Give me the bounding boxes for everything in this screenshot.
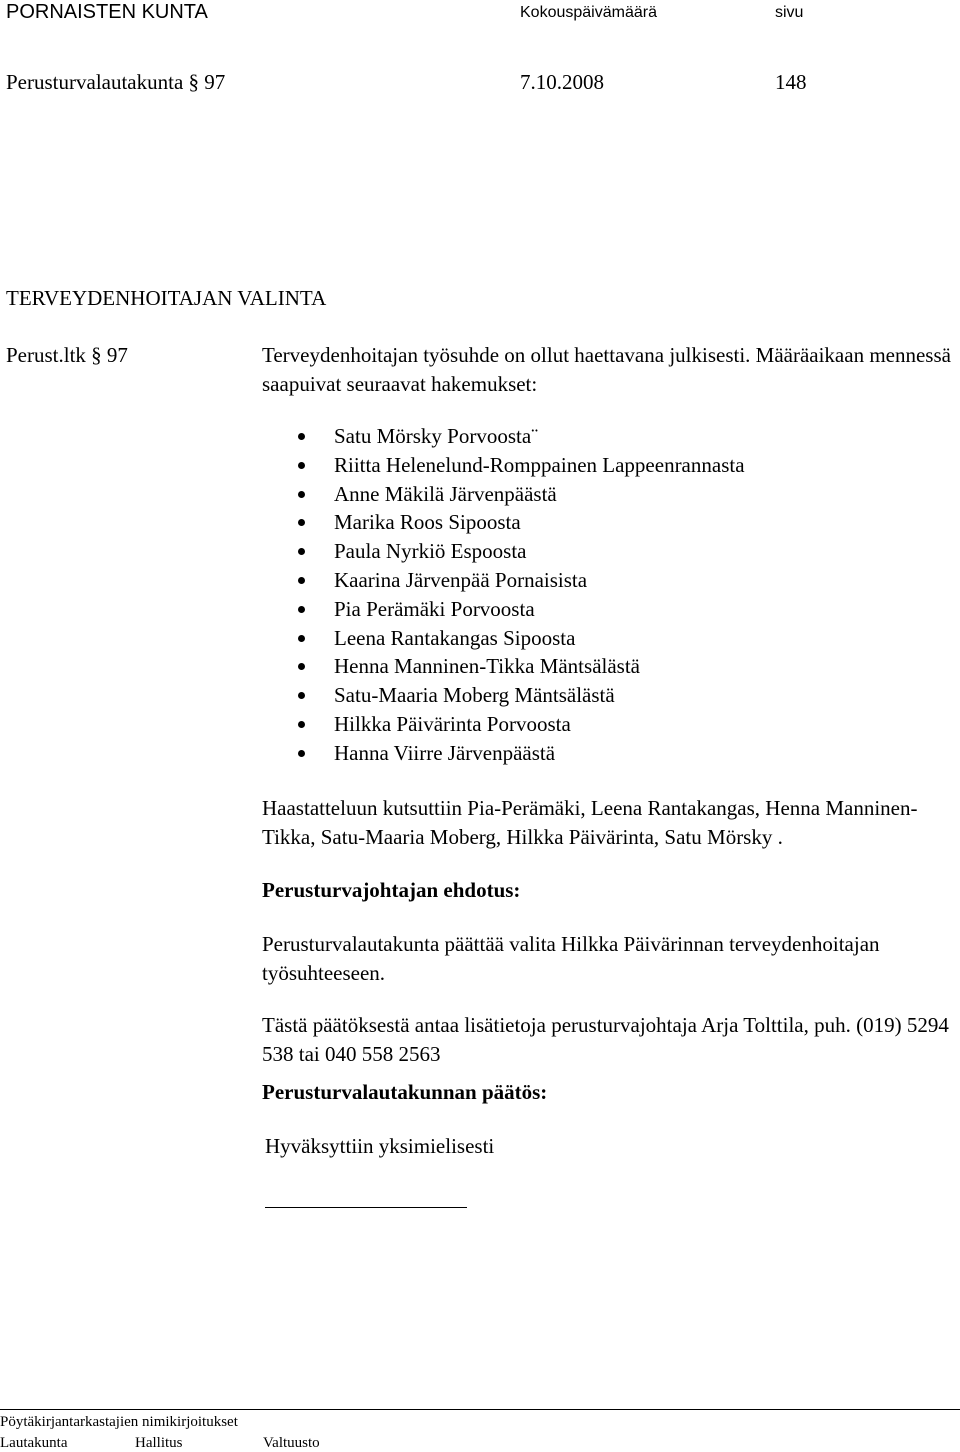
proposal-text: Perusturvalautakunta päättää valita Hilkka Päivärinnan terveydenhoitajan työsuhteeseen. bbox=[262, 932, 880, 985]
committee-section: Perusturvalautakunta § 97 bbox=[6, 70, 226, 94]
meeting-date-label: Kokouspäivämäärä bbox=[520, 4, 657, 21]
bullet-icon bbox=[298, 548, 305, 555]
bullet-icon bbox=[298, 519, 305, 526]
section-reference: Perust.ltk § 97 bbox=[6, 343, 128, 367]
list-item bbox=[298, 451, 745, 480]
applicant-name: Hilkka Päivärinta Porvoosta bbox=[334, 711, 571, 736]
applicant-name: Paula Nyrkiö Espoosta bbox=[334, 539, 527, 564]
list-item bbox=[298, 508, 745, 537]
info-paragraph: Tästä päätöksestä antaa lisätietoja perusturvajohtaja Arja Tolttila, puh. (019) 5294 538 tai 040 558 2563 bbox=[262, 1013, 949, 1066]
applicant-name: Riitta Helenelund-Romppainen Lappeenrannasta bbox=[334, 452, 745, 477]
applicant-name: Leena Rantakangas Sipoosta bbox=[334, 625, 576, 650]
footer-divider bbox=[0, 1409, 960, 1410]
intro-paragraph: Terveydenhoitajan työsuhde on ollut haettavana julkisesti. Määräaikaan mennessä saapuivat seuraavat hakemukset: bbox=[262, 343, 951, 396]
footer-item-valtuusto: Valtuusto bbox=[263, 1435, 320, 1451]
proposal-heading: Perusturvajohtajan ehdotus: bbox=[262, 878, 521, 902]
footer-signatures-label: Pöytäkirjantarkastajien nimikirjoitukset bbox=[0, 1414, 238, 1430]
decision-text: Hyväksyttiin yksimielisesti bbox=[265, 1134, 495, 1158]
applicant-name: Satu-Maaria Moberg Mäntsälästä bbox=[334, 683, 615, 708]
applicant-name: Pia Perämäki Porvoosta bbox=[334, 596, 535, 621]
applicant-name: Satu Mörsky Porvoosta¨ bbox=[334, 424, 539, 448]
bullet-icon bbox=[298, 577, 305, 584]
applicant-list bbox=[298, 422, 745, 768]
decision-heading: Perusturvalautakunnan päätös: bbox=[262, 1080, 548, 1104]
document-title: TERVEYDENHOITAJAN VALINTA bbox=[6, 286, 327, 310]
bullet-icon bbox=[298, 462, 305, 469]
list-item bbox=[298, 681, 745, 710]
page-label: sivu bbox=[775, 4, 804, 21]
list-item bbox=[298, 624, 745, 653]
organization-name: PORNAISTEN KUNTA bbox=[6, 1, 208, 23]
bullet-icon bbox=[298, 635, 305, 642]
list-item bbox=[298, 566, 745, 595]
meeting-date: 7.10.2008 bbox=[520, 70, 604, 94]
list-item bbox=[298, 422, 745, 451]
bullet-icon bbox=[298, 750, 305, 757]
list-item bbox=[298, 595, 745, 624]
bullet-icon bbox=[298, 606, 305, 613]
bullet-icon bbox=[298, 663, 305, 670]
applicant-name: Kaarina Järvenpää Pornaisista bbox=[334, 567, 588, 592]
bullet-icon bbox=[298, 433, 305, 440]
list-item bbox=[298, 739, 745, 768]
footer-item-hallitus: Hallitus bbox=[135, 1435, 183, 1451]
signature-line bbox=[265, 1207, 467, 1208]
bullet-icon bbox=[298, 491, 305, 498]
applicant-name: Hanna Viirre Järvenpäästä bbox=[334, 740, 556, 765]
list-item bbox=[298, 537, 745, 566]
footer-item-lautakunta: Lautakunta bbox=[0, 1435, 68, 1451]
applicant-name: Marika Roos Sipoosta bbox=[334, 510, 521, 535]
page-number: 148 bbox=[775, 70, 807, 94]
interview-paragraph: Haastatteluun kutsuttiin Pia-Perämäki, Leena Rantakangas, Henna Manninen-Tikka, Satu-Maaria Moberg, Hilkka Päivärinta, Satu Mörsky . bbox=[262, 796, 918, 849]
bullet-icon bbox=[298, 692, 305, 699]
list-item bbox=[298, 480, 745, 509]
list-item bbox=[298, 652, 745, 681]
list-item bbox=[298, 710, 745, 739]
bullet-icon bbox=[298, 721, 305, 728]
applicant-name: Anne Mäkilä Järvenpäästä bbox=[334, 481, 557, 506]
applicant-name: Henna Manninen-Tikka Mäntsälästä bbox=[334, 654, 640, 679]
